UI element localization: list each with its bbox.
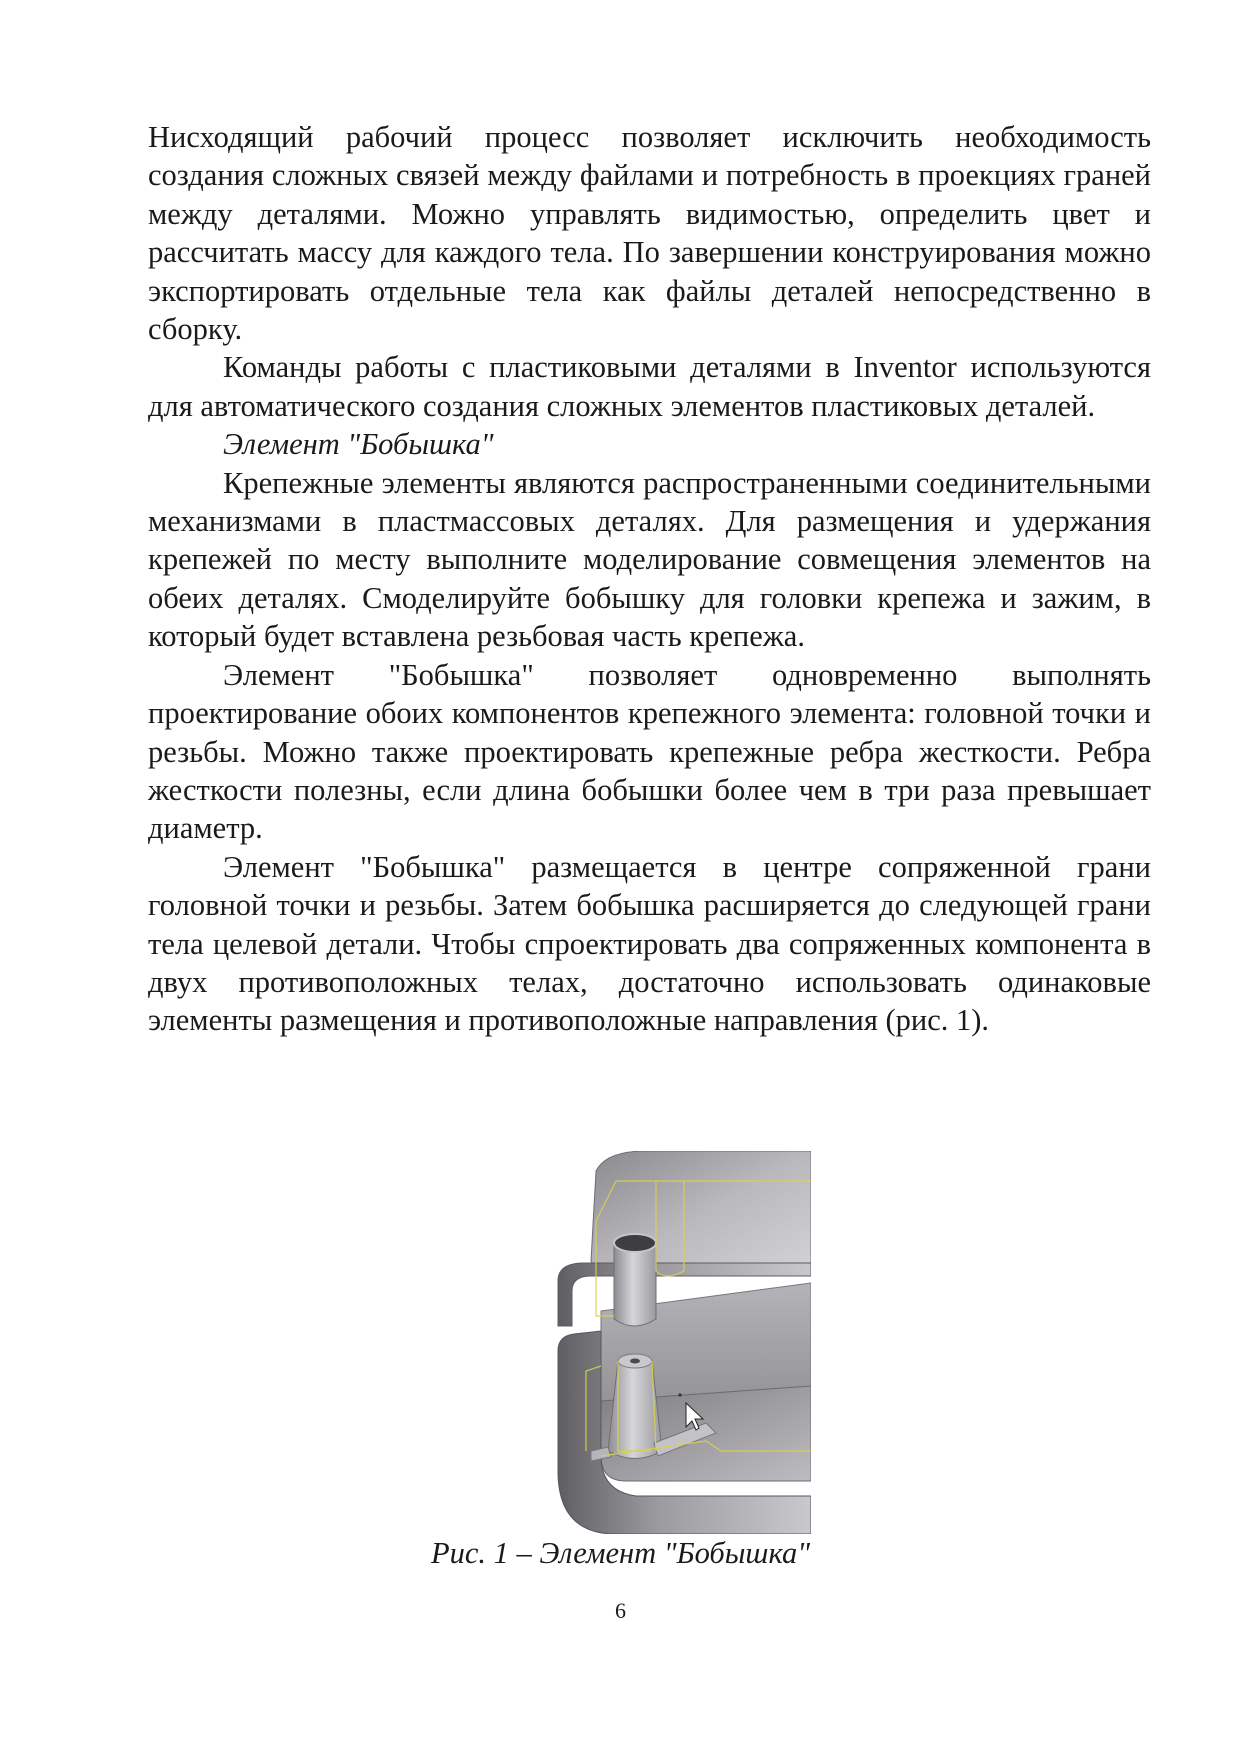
paragraph-top-down-workflow: Нисходящий рабочий процесс позволяет исключить необходимость создания сложных связей между файлами и потребность в проекциях граней между деталями. Можно управлять видимостью, определить цвет и рассчитать массу для каждого тела. По завершении конструирования можно экспортировать отдельные тела как файлы деталей непосредственно в сборку. bbox=[148, 120, 1151, 347]
figure-caption: Рис. 1 – Элемент "Бобышка" bbox=[430, 1536, 811, 1570]
figure-boss-model bbox=[556, 1151, 811, 1534]
paragraph-plastic-commands: Команды работы с пластиковыми деталями в Inventor используются для автоматического создания сложных элементов пластиковых деталей. bbox=[148, 350, 1151, 423]
paragraph-boss-placement: Элемент "Бобышка" размещается в центре сопряженной грани головной точки и резьбы. Затем бобышка расширяется до следующей грани тела целевой детали. Чтобы спроектировать два сопряженных компонента в двух противоположных телах, достаточно использовать одинаковые элементы размещения и противоположные направления (рис. 1). bbox=[148, 849, 1151, 1038]
section-heading-boss: Элемент "Бобышка" bbox=[223, 427, 494, 462]
paragraph-boss-design: Элемент "Бобышка" позволяет одновременно выполнять проектирование обоих компонентов крепежного элемента: головной точки и резьбы. Можно также проектировать крепежные ребра жесткости. Ребра жесткости полезны, если длина бобышки более чем в три раза превышает диаметр. bbox=[148, 657, 1151, 846]
page-number: 6 bbox=[615, 1598, 626, 1623]
paragraph-fasteners: Крепежные элементы являются распространенными соединительными механизмами в пластмассовых деталях. Для размещения и удержания крепежей по месту выполните моделирование совмещения элементов на обеих деталях. Смоделируйте бобышку для головки крепежа и зажим, в который будет вставлена резьбовая часть крепежа. bbox=[148, 465, 1151, 654]
body-text bbox=[148, 118, 1151, 1040]
boss-model-illustration bbox=[556, 1151, 811, 1534]
